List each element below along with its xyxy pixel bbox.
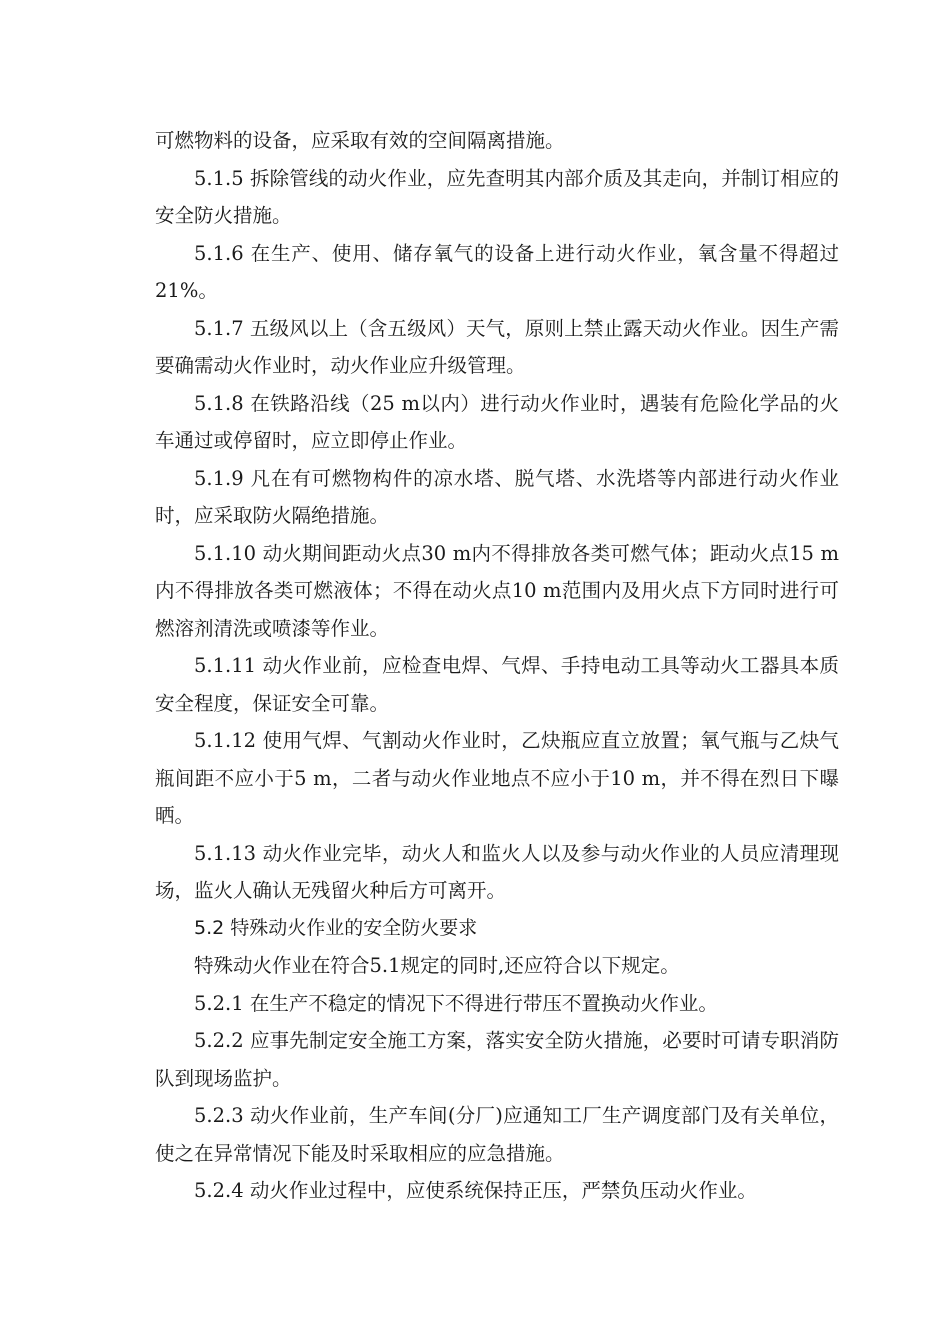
clause-5-2-2: 5.2.2 应事先制定安全施工方案，落实安全防火措施，必要时可请专职消防队到现场监护。 [155,1029,839,1090]
clause-5-1-11: 5.1.11 动火作业前，应检查电焊、气焊、手持电动工具等动火工器具本质安全程度，保证安全可靠。 [155,654,839,715]
clause-5-2-4: 5.2.4 动火作业过程中，应使系统保持正压，严禁负压动火作业。 [194,1179,757,1202]
clause-5-1-12: 5.1.12 使用气焊、气割动火作业时，乙炔瓶应直立放置；氧气瓶与乙炔气瓶间距不应小于5 m，二者与动火作业地点不应小于10 m，并不得在烈日下曝晒。 [155,729,839,827]
clause-5-1-10: 5.1.10 动火期间距动火点30 m内不得排放各类可燃气体；距动火点15 m内不得排放各类可燃液体；不得在动火点10 m范围内及用火点下方同时进行可燃溶剂清洗或喷漆等作业。 [155,541,839,640]
section-heading-5-2: 5.2 特殊动火作业的安全防火要求 [194,916,478,939]
paragraph-continuation: 可燃物料的设备，应采取有效的空间隔离措施。 [155,129,565,152]
clause-5-1-9: 5.1.9 凡在有可燃物构件的凉水塔、脱气塔、水洗塔等内部进行动火作业时，应采取防火隔绝措施。 [155,466,839,527]
clause-5-1-13: 5.1.13 动火作业完毕，动火人和监火人以及参与动火作业的人员应清理现场，监火人确认无残留火种后方可离开。 [155,841,839,902]
section-intro: 特殊动火作业在符合5.1规定的同时,还应符合以下规定。 [194,954,680,977]
clause-5-1-6: 5.1.6 在生产、使用、储存氧气的设备上进行动火作业，氧含量不得超过21%。 [155,241,839,302]
document-body [155,122,839,1210]
clause-5-2-1: 5.2.1 在生产不稳定的情况下不得进行带压不置换动火作业。 [194,991,718,1015]
clause-5-1-5: 5.1.5 拆除管线的动火作业，应先查明其内部介质及其走向，并制订相应的安全防火措施。 [155,166,839,227]
clause-5-1-7: 5.1.7 五级风以上（含五级风）天气，原则上禁止露天动火作业。因生产需要确需动火作业时，动火作业应升级管理。 [155,316,839,377]
clause-5-1-8: 5.1.8 在铁路沿线（25 m以内）进行动火作业时，遇装有危险化学品的火车通过或停留时，应立即停止作业。 [155,391,839,452]
clause-5-2-3: 5.2.3 动火作业前，生产车间(分厂)应通知工厂生产调度部门及有关单位，使之在异常情况下能及时采取相应的应急措施。 [155,1104,839,1165]
